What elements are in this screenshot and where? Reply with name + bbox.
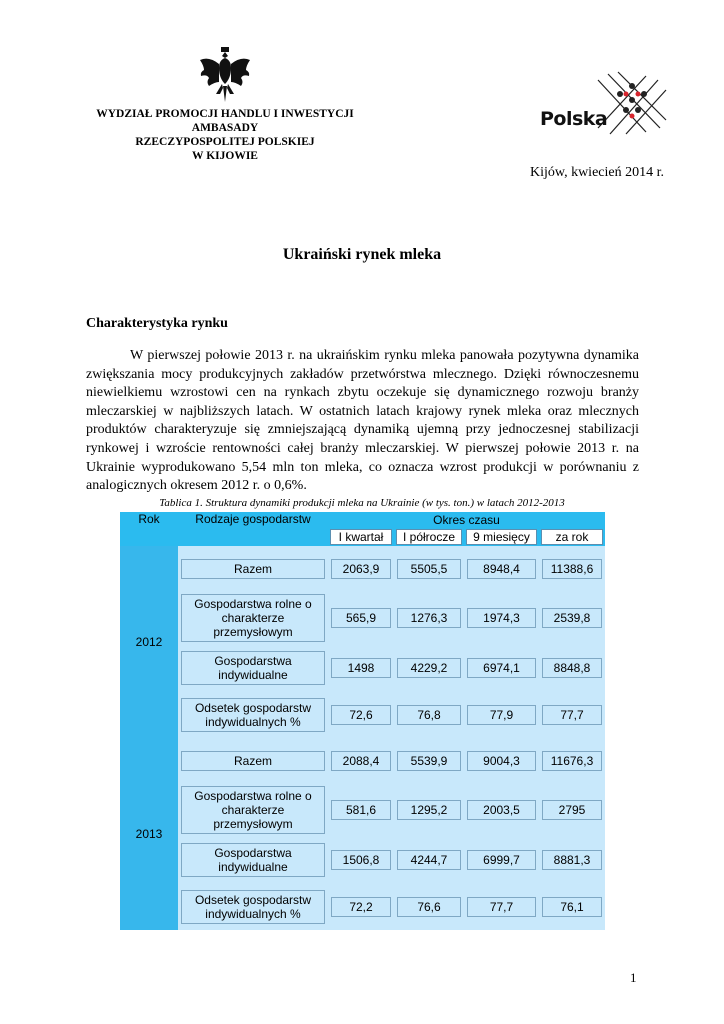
- row-label: Gospodarstwa indywidualne: [181, 651, 325, 685]
- table-caption: Tablica 1. Struktura dynamiki produkcji mleka na Ukrainie (w tys. ton.) w latach 2012-2013: [159, 497, 565, 509]
- org-line: W KIJOWIE: [192, 150, 258, 162]
- org-line: AMBASADY: [191, 122, 259, 134]
- body-paragraph: W pierwszej połowie 2013 r. na ukraińskim rynku mleka panowała pozytywna dynamika zwiększania mocy produkcyjnych zakładów przetwórstwa mlecznego. Dzięki równoczesnemu niewielkiemu wzrostowi cen na rynkach zbytu oczekuje się dynamicznego rozwoju branży mleczarskiej w najbliższych latach. W ostatnich latach krajowy rynek mleka oraz mlecznych produktów charakteryzuje się zmniejszającą dynamiką ujemną przy jednoczesnej stabilizacji rynkowej i wzroście rentowności całej branży mleczarskiej. W pierwszej połowie 2013 r. na Ukrainie wyprodukowano 5,54 mln ton mleka, co oznacza wzrost produkcji w porównaniu z analogicznych okresem 2012 r. o 0,6%.: [86, 348, 639, 494]
- value-cell: 77,9: [467, 705, 536, 725]
- header-period: 9 miesięcy: [466, 529, 537, 545]
- org-line: RZECZYPOSPOLITEJ POLSKIEJ: [135, 136, 315, 148]
- value-cell: 1295,2: [397, 800, 461, 820]
- value-cell: 76,1: [542, 897, 602, 917]
- value-cell: 1276,3: [397, 608, 461, 628]
- value-cell: 11388,6: [542, 559, 602, 579]
- value-cell: 77,7: [542, 705, 602, 725]
- value-cell: 4244,7: [397, 850, 461, 870]
- polska-logo-text: Polska: [540, 108, 608, 130]
- value-cell: 76,6: [397, 897, 461, 917]
- value-cell: 8848,8: [542, 658, 602, 678]
- value-cell: 8948,4: [467, 559, 536, 579]
- value-cell: 76,8: [397, 705, 461, 725]
- value-cell: 6974,1: [467, 658, 536, 678]
- value-cell: 5505,5: [397, 559, 461, 579]
- value-cell: 565,9: [331, 608, 391, 628]
- row-label: Gospodarstwa rolne o charakterze przemysłowym: [181, 786, 325, 834]
- polish-eagle-emblem: [198, 46, 252, 104]
- table-row: [120, 546, 605, 592]
- value-cell: 1506,8: [331, 850, 391, 870]
- value-cell: 9004,3: [467, 751, 536, 771]
- year-cell: 2013: [120, 738, 178, 930]
- value-cell: 2063,9: [331, 559, 391, 579]
- value-cell: 2088,4: [331, 751, 391, 771]
- header-okres: Okres czasu: [328, 512, 605, 528]
- document-date: Kijów, kwiecień 2014 r.: [529, 165, 664, 180]
- row-label: Gospodarstwa indywidualne: [181, 843, 325, 877]
- value-cell: 2003,5: [467, 800, 536, 820]
- table-row: [120, 692, 605, 738]
- header-rodzaje: Rodzaje gospodarstw: [178, 512, 328, 546]
- header-rok: Rok: [120, 512, 178, 546]
- value-cell: 11676,3: [542, 751, 602, 771]
- production-table: [120, 512, 605, 930]
- table-row: [120, 884, 605, 930]
- header-period: I kwartał: [330, 529, 392, 545]
- value-cell: 72,6: [331, 705, 391, 725]
- value-cell: 6999,7: [467, 850, 536, 870]
- year-cell: 2012: [120, 546, 178, 738]
- row-label: Razem: [181, 751, 325, 771]
- value-cell: 581,6: [331, 800, 391, 820]
- header-period: za rok: [541, 529, 603, 545]
- table-row: [120, 592, 605, 644]
- table-row: [120, 784, 605, 836]
- value-cell: 77,7: [467, 897, 536, 917]
- organization-header: [80, 107, 370, 163]
- row-label: Odsetek gospodarstw indywidualnych %: [181, 698, 325, 732]
- value-cell: 5539,9: [397, 751, 461, 771]
- page-number: 1: [630, 970, 637, 985]
- table-row: [120, 738, 605, 784]
- header-period: I półrocze: [396, 529, 462, 545]
- value-cell: 2795: [542, 800, 602, 820]
- section-heading: Charakterystyka rynku: [86, 316, 228, 331]
- value-cell: 72,2: [331, 897, 391, 917]
- row-label: Razem: [181, 559, 325, 579]
- org-line: WYDZIAŁ PROMOCJI HANDLU I INWESTYCJI: [96, 108, 354, 120]
- row-label: Gospodarstwa rolne o charakterze przemysłowym: [181, 594, 325, 642]
- value-cell: 1498: [331, 658, 391, 678]
- value-cell: 4229,2: [397, 658, 461, 678]
- value-cell: 8881,3: [542, 850, 602, 870]
- row-label: Odsetek gospodarstw indywidualnych %: [181, 890, 325, 924]
- document-title: Ukraiński rynek mleka: [282, 246, 442, 263]
- table-row: [120, 836, 605, 884]
- table-row: [120, 644, 605, 692]
- value-cell: 1974,3: [467, 608, 536, 628]
- value-cell: 2539,8: [542, 608, 602, 628]
